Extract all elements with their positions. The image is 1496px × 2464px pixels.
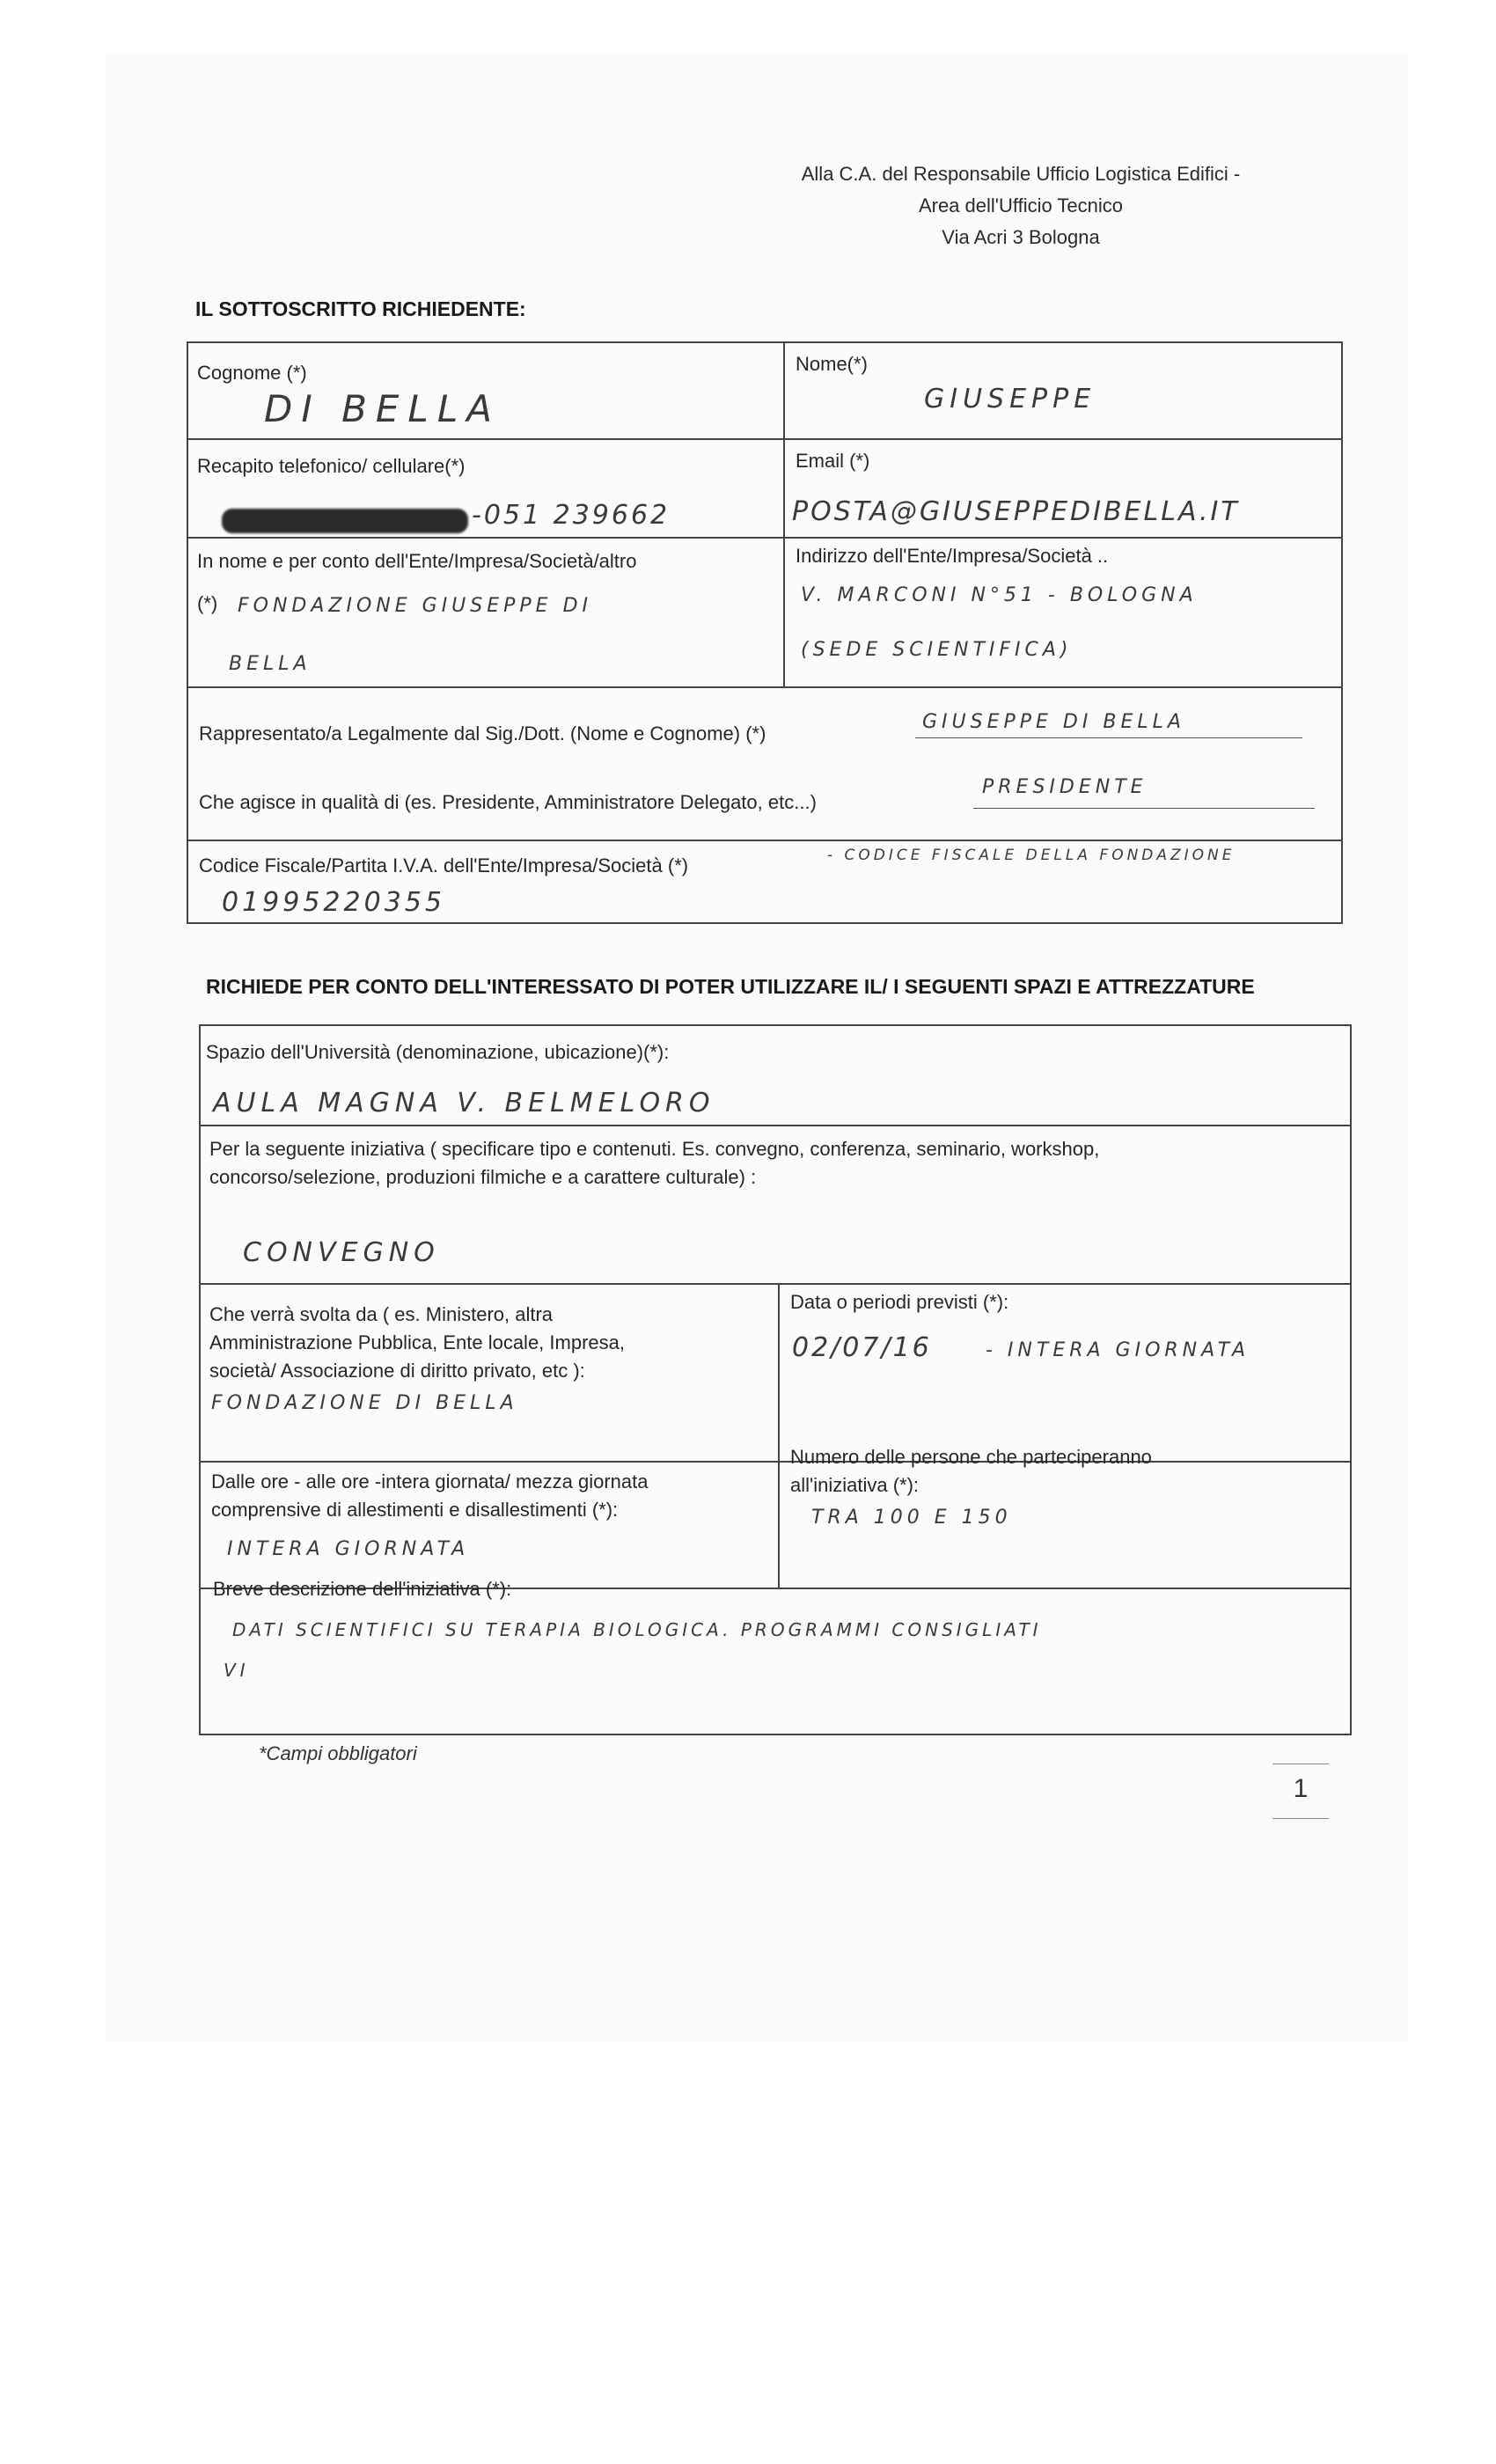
address-label: Indirizzo dell'Ente/Impresa/Società .. — [796, 545, 1109, 567]
required-fields-note: *Campi obbligatori — [259, 1742, 417, 1764]
organizer-label-line2: Amministrazione Pubblica, Ente locale, Impresa, — [209, 1331, 625, 1353]
organizer-value[interactable]: FONDAZIONE DI BELLA — [211, 1392, 518, 1414]
email-label: Email (*) — [796, 450, 870, 472]
role-label: Che agisce in qualità di (es. Presidente, Amministratore Delegato, etc...) — [199, 791, 817, 813]
section-title-request: RICHIEDE PER CONTO DELL'INTERESSATO DI POTER UTILIZZARE IL/ I SEGUENTI SPAZI E ATTREZZATURE — [206, 975, 1255, 998]
date-value[interactable]: 02/07/16 — [792, 1332, 932, 1363]
row-divider — [187, 438, 1341, 440]
phone-value[interactable]: -051 239662 — [472, 500, 671, 531]
phone-label: Recapito telefonico/ cellulare(*) — [197, 455, 466, 477]
tax-code-note: - CODICE FISCALE DELLA FONDAZIONE — [827, 847, 1236, 864]
page-number-rule-bottom — [1272, 1818, 1329, 1819]
entity-value-line2[interactable]: BELLA — [229, 653, 312, 675]
hours-label-line2: comprensive di allestimenti e disallestimenti (*): — [211, 1499, 619, 1521]
date-note[interactable]: - INTERA GIORNATA — [986, 1339, 1250, 1361]
attendees-label-line1: Numero delle persone che parteciperanno — [790, 1446, 1152, 1468]
row-divider — [199, 1125, 1350, 1126]
organizer-label-line1: Che verrà svolta da ( es. Ministero, altra — [209, 1303, 554, 1325]
row-divider — [187, 840, 1341, 841]
hours-label-line1: Dalle ore - alle ore -intera giornata/ mezza giornata — [211, 1470, 649, 1492]
address-value-line1[interactable]: V. MARCONI N°51 - BOLOGNA — [801, 584, 1198, 606]
address-line-1: Alla C.A. del Responsabile Ufficio Logistica Edifici - — [801, 163, 1241, 185]
name-value[interactable]: GIUSEPPE — [924, 384, 1096, 414]
entity-value-line1[interactable]: FONDAZIONE GIUSEPPE DI — [238, 595, 593, 617]
initiative-label-line1: Per la seguente iniziativa ( specificare tipo e contenuti. Es. convegno, conferenza, seminario, workshop, — [209, 1138, 1100, 1160]
description-value-line2[interactable]: VI — [224, 1660, 250, 1681]
address-value-line2[interactable]: (SEDE SCIENTIFICA) — [801, 639, 1073, 661]
description-value-line1[interactable]: DATI SCIENTIFICI SU TERAPIA BIOLOGICA. PROGRAMMI CONSIGLIATI — [232, 1619, 1042, 1640]
role-value[interactable]: PRESIDENTE — [982, 776, 1148, 798]
space-value[interactable]: AULA MAGNA V. BELMELORO — [213, 1088, 715, 1118]
email-value[interactable]: POSTA@GIUSEPPEDIBELLA.IT — [792, 496, 1240, 527]
organizer-label-line3: società/ Associazione di diritto privato, etc ): — [209, 1360, 585, 1382]
name-label: Nome(*) — [796, 353, 868, 375]
row-divider — [187, 686, 1341, 688]
date-label: Data o periodi previsti (*): — [790, 1291, 1009, 1313]
tax-code-label: Codice Fiscale/Partita I.V.A. dell'Ente/Impresa/Società (*) — [199, 854, 689, 876]
tax-code-value[interactable]: 01995220355 — [222, 887, 445, 918]
entity-required-mark: (*) — [197, 592, 218, 614]
section-title-applicant: IL SOTTOSCRITTO RICHIEDENTE: — [195, 297, 526, 320]
row-divider — [199, 1461, 1350, 1463]
space-label: Spazio dell'Università (denominazione, ubicazione)(*): — [206, 1041, 670, 1063]
description-label: Breve descrizione dell'iniziativa (*): — [213, 1578, 512, 1600]
legal-rep-value[interactable]: GIUSEPPE DI BELLA — [922, 711, 1185, 733]
legal-rep-label: Rappresentato/a Legalmente dal Sig./Dott. (Nome e Cognome) (*) — [199, 722, 766, 744]
row-divider — [199, 1283, 1350, 1285]
redacted-phone-prefix — [222, 509, 468, 533]
page-number: 1 — [1293, 1774, 1309, 1803]
surname-value[interactable]: DI BELLA — [264, 387, 501, 430]
legal-rep-underline — [915, 737, 1302, 738]
initiative-value[interactable]: CONVEGNO — [243, 1237, 440, 1268]
column-divider — [783, 341, 785, 686]
column-divider — [778, 1283, 780, 1588]
role-underline — [973, 808, 1315, 809]
row-divider — [187, 537, 1341, 539]
entity-label: In nome e per conto dell'Ente/Impresa/Società/altro — [197, 550, 637, 572]
initiative-label-line2: concorso/selezione, produzioni filmiche e a carattere culturale) : — [209, 1166, 757, 1188]
address-line-2: Area dell'Ufficio Tecnico — [918, 194, 1124, 216]
surname-label: Cognome (*) — [197, 362, 307, 384]
attendees-label-line2: all'iniziativa (*): — [790, 1474, 920, 1496]
hours-value[interactable]: INTERA GIORNATA — [227, 1538, 470, 1560]
address-line-3: Via Acri 3 Bologna — [942, 226, 1100, 248]
attendees-value[interactable]: TRA 100 E 150 — [811, 1507, 1012, 1529]
